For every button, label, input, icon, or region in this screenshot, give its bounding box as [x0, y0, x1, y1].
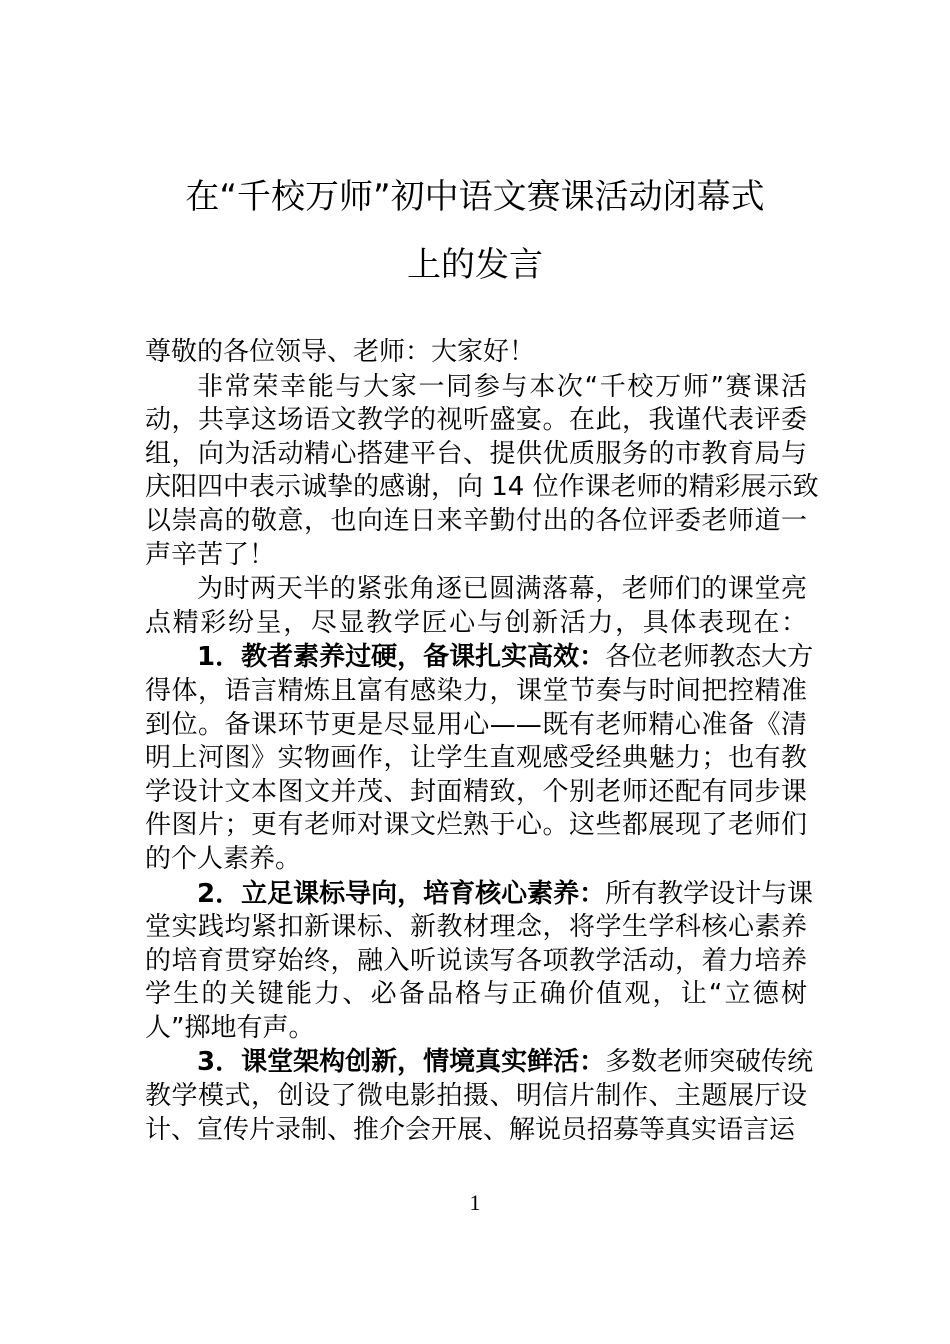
text-line	[145, 978, 807, 1012]
line-text: 件图片；更有老师对课文烂熟于心。这些都展现了老师们	[145, 810, 807, 841]
line-text: 为时两天半的紧张角逐已圆满落幕，老师们的课堂亮	[197, 574, 807, 605]
text-line	[145, 539, 807, 573]
line-text: 学设计文本图文并茂、封面精致，个别老师还配有同步课	[145, 776, 807, 807]
line-text: 尊敬的各位领导、老师：大家好！	[145, 337, 536, 367]
text-line	[145, 371, 807, 405]
line-text: 动，共享这场语文教学的视听盛宴。在此，我谨代表评委	[145, 405, 807, 436]
line-text: 以崇高的敬意，也向连日来辛勤付出的各位评委老师道一	[145, 505, 807, 536]
text-line	[145, 675, 807, 709]
paragraph	[145, 371, 819, 573]
text-line	[145, 776, 807, 810]
paragraph	[145, 641, 814, 876]
line-text: 多数老师突破传统	[605, 1047, 814, 1078]
line-text: 声辛苦了！	[145, 539, 276, 570]
line-text: 的个人素养。	[145, 843, 302, 874]
text-line	[145, 573, 807, 607]
text-line	[145, 809, 807, 843]
line-text: 得体，语言精炼且富有感染力，课堂节奏与时间把控精准	[145, 675, 807, 706]
line-text: 人”掷地有声。	[145, 1012, 315, 1043]
line-text: 非常荣幸能与大家一同参与本次“千校万师”赛课活	[197, 371, 807, 402]
paragraph	[145, 573, 807, 640]
text-line	[145, 1080, 807, 1114]
text-line	[145, 336, 807, 370]
text-line	[145, 641, 814, 675]
line-text: 点精彩纷呈，尽显教学匠心与创新活力，具体表现在：	[145, 607, 807, 638]
text-line	[145, 505, 807, 539]
paragraph	[145, 1046, 814, 1147]
line-text: 明上河图》实物画作，让学生直观感受经典魅力；也有教	[145, 743, 807, 774]
text-line	[145, 1046, 814, 1080]
text-line	[145, 607, 807, 641]
bold-heading: 3．课堂架构创新，情境真实鲜活：	[197, 1047, 606, 1078]
line-text: 到位。备课环节更是尽显用心——既有老师精心准备《清	[145, 709, 807, 740]
document-title-line-1: 在“千校万师”初中语文赛课活动闭幕式	[185, 177, 765, 217]
document-body	[145, 336, 819, 1148]
text-line	[145, 471, 819, 505]
text-line	[145, 709, 807, 743]
line-text: 组，向为活动精心搭建平台、提供优质服务的市教育局与	[145, 438, 807, 469]
line-text: 学生的关键能力、必备品格与正确价值观，让“立德树	[145, 979, 807, 1010]
text-line	[145, 945, 807, 979]
text-line	[145, 1114, 807, 1148]
line-text: 各位老师教态大方	[605, 642, 814, 673]
text-line	[145, 1012, 807, 1046]
page-number: 1	[469, 1190, 481, 1215]
bold-heading: 2．立足课标导向，培育核心素养：	[197, 878, 606, 909]
text-line	[145, 742, 807, 776]
text-line	[145, 911, 807, 945]
text-line	[145, 843, 807, 877]
line-text: 堂实践均紧扣新课标、新教材理念，将学生学科核心素养	[145, 912, 807, 943]
text-line	[145, 878, 814, 912]
bold-heading: 1．教者素养过硬，备课扎实高效：	[197, 642, 606, 673]
line-text: 教学模式，创设了微电影拍摄、明信片制作、主题展厅设	[145, 1081, 807, 1112]
paragraph	[145, 336, 807, 370]
line-text: 所有教学设计与课	[605, 878, 814, 909]
document-title-line-2: 上的发言	[407, 245, 543, 285]
line-text: 庆阳四中表示诚挚的感谢，向 14 位作课老师的精彩展示致	[145, 472, 819, 503]
line-text: 计、宣传片录制、推介会开展、解说员招募等真实语言运	[145, 1114, 796, 1145]
text-line	[145, 438, 807, 472]
text-line	[145, 404, 807, 438]
paragraph	[145, 878, 814, 1046]
line-text: 的培育贯穿始终，融入听说读写各项教学活动，着力培养	[145, 945, 807, 976]
